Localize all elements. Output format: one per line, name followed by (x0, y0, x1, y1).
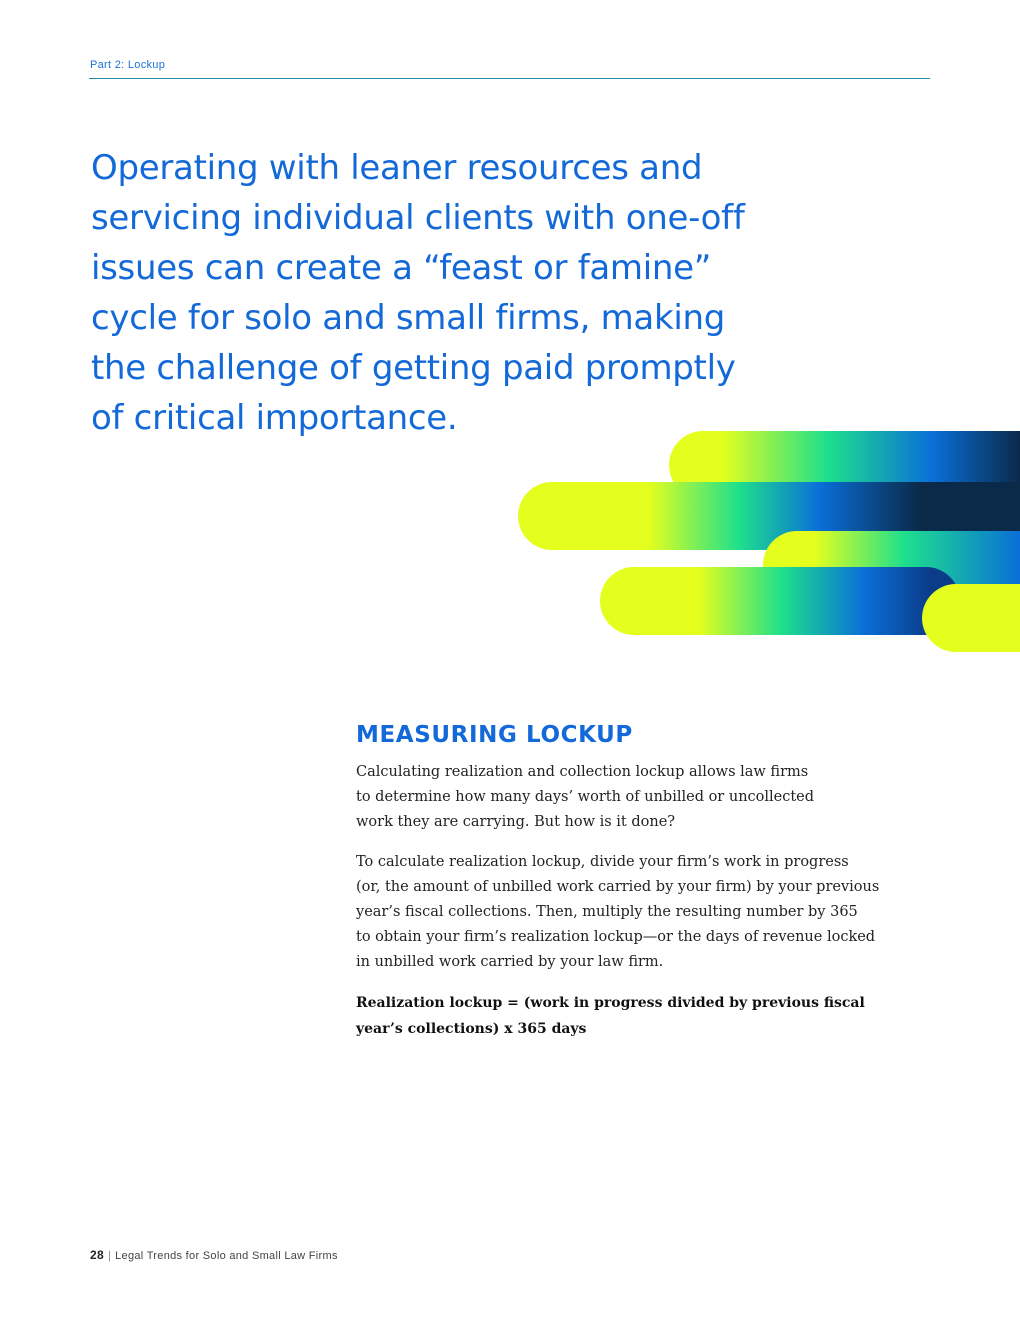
page-number: 28 (90, 1248, 104, 1262)
footer-separator: | (107, 1250, 112, 1262)
formula-line: year’s collections) x 365 days (356, 1021, 587, 1037)
measuring-lockup-section (356, 718, 896, 1042)
paragraph-line: To calculate realization lockup, divide your firm’s work in progress (356, 854, 849, 870)
paragraph-line: year’s fiscal collections. Then, multiply the resulting number by 365 (356, 904, 858, 920)
pull-quote-line: cycle for solo and small firms, making (91, 298, 726, 338)
paragraph-line: to determine how many days’ worth of unbilled or uncollected (356, 789, 815, 805)
pull-quote-line: of critical importance. (91, 398, 458, 438)
pull-quote-line: Operating with leaner resources and (91, 148, 703, 188)
paragraph-line: Calculating realization and collection lockup allows law firms (356, 764, 809, 780)
stripe-5 (922, 584, 1020, 652)
paragraph-line: (or, the amount of unbilled work carried by your firm) by your previous (356, 879, 880, 895)
pull-quote-line: issues can create a “feast or famine” (91, 248, 712, 288)
publication-title: Legal Trends for Solo and Small Law Firms (115, 1250, 338, 1262)
paragraph-line: work they are carrying. But how is it done? (356, 814, 676, 830)
formula (356, 990, 896, 1042)
pull-quote-line: the challenge of getting paid promptly (91, 348, 736, 388)
stripe-4 (600, 567, 960, 635)
pull-quote-line: servicing individual clients with one-off (91, 198, 745, 238)
page-footer (90, 1248, 338, 1262)
section-title: MEASURING LOCKUP (356, 722, 633, 748)
paragraph-line: to obtain your firm’s realization lockup—or the days of revenue locked (356, 929, 876, 945)
running-head: Part 2: Lockup (90, 59, 166, 71)
paragraph-line: in unbilled work carried by your law firm. (356, 954, 664, 970)
method-paragraph (356, 850, 896, 975)
formula-line: Realization lockup = (work in progress divided by previous fiscal (356, 995, 865, 1011)
intro-paragraph (356, 760, 896, 835)
